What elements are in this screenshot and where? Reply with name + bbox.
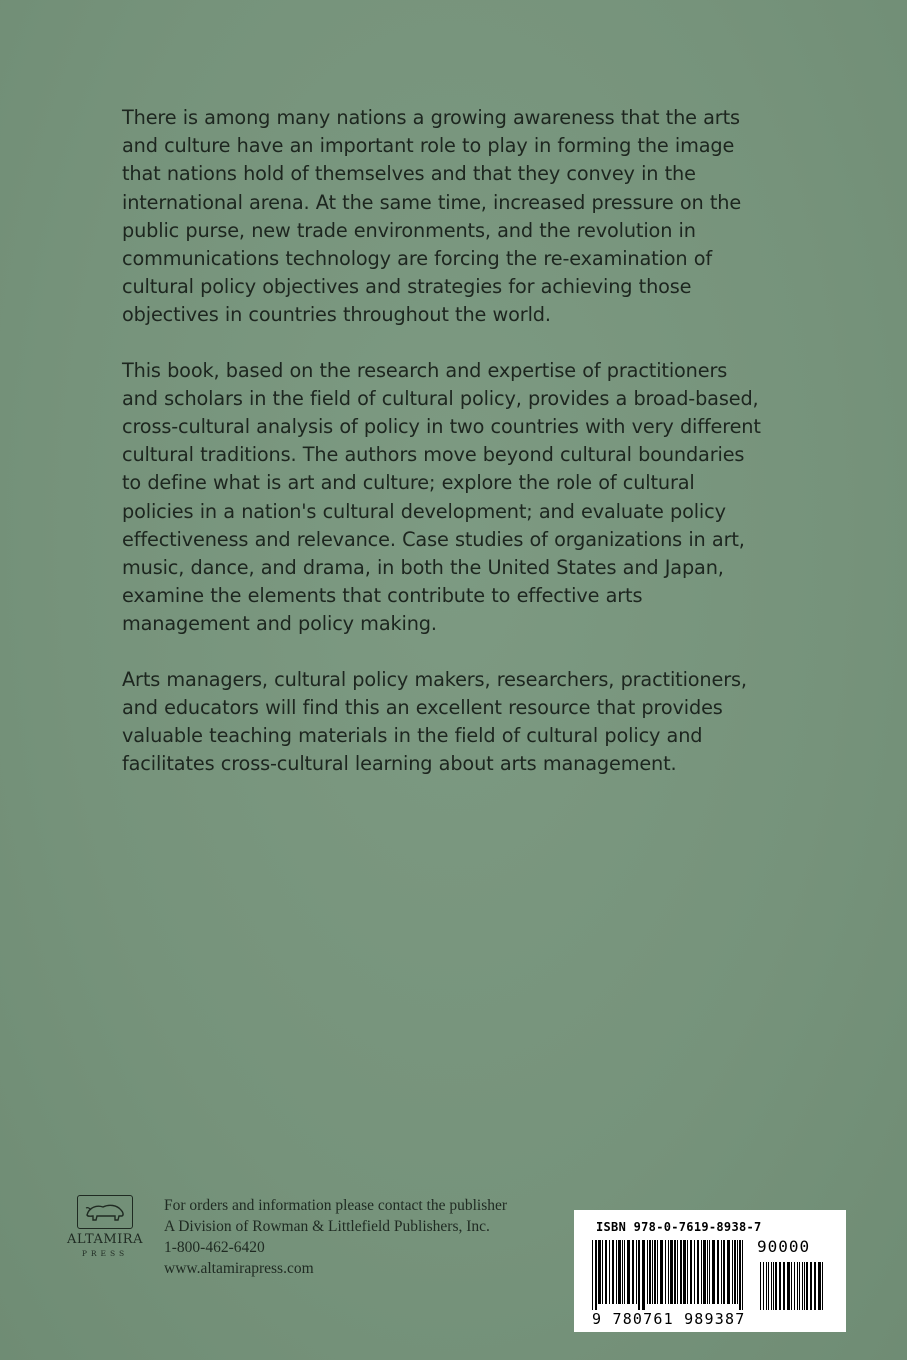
barcode-bar xyxy=(779,1262,781,1310)
barcode-bar xyxy=(605,1240,607,1304)
contact-line-phone: 1-800-462-6420 xyxy=(164,1239,265,1256)
barcode-bar xyxy=(694,1240,695,1304)
barcode-bar xyxy=(690,1240,692,1304)
barcode-bar xyxy=(739,1240,741,1310)
barcode-bar xyxy=(647,1240,648,1304)
blurb-paragraph-3: Arts managers, cultural policy makers, researchers, practitioners, and educators will find this an excellent resource that provides valuable teaching materials in the field of cultural policy and facilitates cross-cultural learning about arts management. xyxy=(122,667,747,776)
barcode-bar xyxy=(687,1240,688,1304)
barcode-bar xyxy=(783,1262,785,1310)
barcode-bar xyxy=(818,1262,821,1310)
barcode-bar xyxy=(609,1240,610,1304)
price-code: 90000 xyxy=(757,1237,811,1256)
publisher-block xyxy=(64,1195,507,1279)
barcode-bar xyxy=(717,1240,719,1304)
ean-digits: 9 780761 989387 xyxy=(592,1310,746,1328)
isbn-label: ISBN 978-0-7619-8938-7 xyxy=(596,1220,762,1234)
barcode-bar xyxy=(654,1240,656,1304)
barcode-bar xyxy=(670,1240,673,1304)
barcode-bar xyxy=(697,1240,699,1304)
barcode-bar xyxy=(742,1240,743,1310)
barcode-bar xyxy=(727,1240,730,1304)
back-cover-blurb xyxy=(122,104,762,805)
barcode-bar xyxy=(810,1262,812,1310)
isbn-barcode-panel xyxy=(574,1210,846,1332)
barcode-bar xyxy=(674,1240,676,1304)
barcode-bar xyxy=(734,1240,736,1304)
barcode-bar xyxy=(618,1240,621,1304)
barcode-bar xyxy=(616,1240,617,1304)
barcode-bar xyxy=(806,1262,808,1310)
barcode-bar xyxy=(721,1240,722,1304)
barcode-bar xyxy=(737,1240,738,1304)
barcode-bar xyxy=(799,1262,800,1310)
price-addon-barcode xyxy=(760,1262,823,1310)
barcode-bar xyxy=(773,1262,774,1310)
barcode-bar xyxy=(814,1262,816,1310)
blurb-paragraph-2: This book, based on the research and expertise of practitioners and scholars in the field of cultural policy, provides a broad-based, cross-cultural analysis of policy in two countries with very different cultural traditions. The authors move beyond cultural boundaries to define what is art and culture; explore the role of cultural policies in a nation's cultural development; and evaluate policy effectiveness and relevance. Case studies of organizations in art, music, dance, and drama, in both the United States and Japan, examine the elements that contribute to effective arts management and policy making. xyxy=(122,358,761,636)
barcode-bar xyxy=(642,1240,645,1310)
barcode-bar xyxy=(763,1262,764,1310)
publisher-contact xyxy=(164,1195,507,1279)
logo-sub: PRESS xyxy=(81,1249,129,1258)
contact-line-division: A Division of Rowman & Littlefield Publishers, Inc. xyxy=(164,1218,490,1235)
altamira-logo xyxy=(64,1195,146,1258)
barcode-bar xyxy=(771,1262,772,1310)
barcode-bar xyxy=(703,1240,706,1304)
barcode-bar xyxy=(657,1240,658,1304)
barcode-bar xyxy=(712,1240,715,1304)
ean-barcode xyxy=(592,1240,743,1310)
bison-icon xyxy=(77,1195,133,1229)
barcode-bar xyxy=(598,1240,601,1304)
barcode-bar xyxy=(709,1240,710,1304)
barcode-bar xyxy=(701,1240,702,1304)
barcode-bar xyxy=(677,1240,678,1304)
barcode-bar xyxy=(791,1262,792,1310)
barcode-bar xyxy=(683,1240,686,1304)
barcode-bar xyxy=(680,1240,682,1304)
barcode-bar xyxy=(665,1240,666,1304)
barcode-bar xyxy=(768,1262,769,1310)
barcode-bar xyxy=(707,1240,708,1304)
barcode-bar xyxy=(652,1240,653,1304)
barcode-bar xyxy=(627,1240,630,1304)
barcode-bar xyxy=(636,1240,637,1304)
barcode-bar xyxy=(632,1240,634,1304)
barcode-bar xyxy=(622,1240,623,1304)
contact-line-website: www.altamirapress.com xyxy=(164,1260,314,1277)
logo-name: ALTAMIRA xyxy=(67,1232,143,1247)
barcode-bar xyxy=(787,1262,790,1310)
barcode-bar xyxy=(668,1240,669,1304)
barcode-bar xyxy=(732,1240,733,1304)
barcode-bar xyxy=(595,1240,597,1310)
barcode-bar xyxy=(766,1262,767,1310)
contact-line-orders: For orders and information please contact the publisher xyxy=(164,1197,508,1214)
barcode-bar xyxy=(723,1240,725,1304)
barcode-bar xyxy=(649,1240,651,1304)
barcode-bar xyxy=(804,1262,805,1310)
barcode-bar xyxy=(802,1262,803,1310)
barcode-bar xyxy=(775,1262,777,1310)
barcode-bar xyxy=(592,1240,593,1310)
blurb-paragraph-1: There is among many nations a growing awareness that the arts and culture have an important role to play in forming the image that nations hold of themselves and that they convey in the international arena. At the same time, increased pressure on the public purse, new trade environments, and the revolution in communications technology are forcing the re-examination of cultural policy objectives and strategies for achieving those objectives in countries throughout the world. xyxy=(122,106,742,327)
barcode-bar xyxy=(612,1240,614,1304)
barcode-bar xyxy=(638,1240,640,1310)
barcode-bar xyxy=(624,1240,625,1304)
barcode-bar xyxy=(602,1240,603,1304)
barcode-bar xyxy=(797,1262,798,1310)
barcode-bar xyxy=(822,1262,823,1310)
barcode-bar xyxy=(660,1240,663,1304)
barcode-bar xyxy=(760,1262,761,1310)
barcode-bar xyxy=(794,1262,795,1310)
